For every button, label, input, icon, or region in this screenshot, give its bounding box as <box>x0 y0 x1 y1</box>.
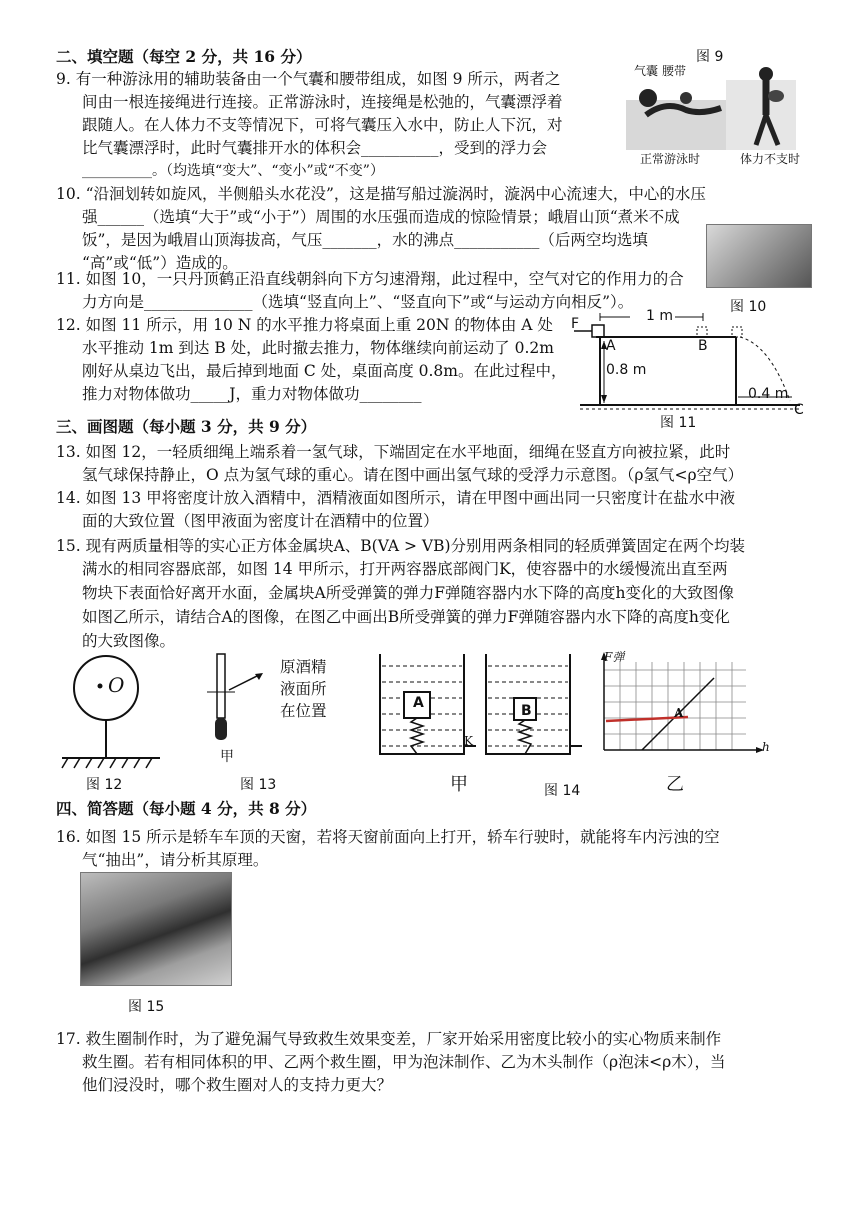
fig14-valve-K: K <box>464 734 473 748</box>
q16-line-2: 气“抽出”，请分析其原理。 <box>82 851 269 869</box>
fig14-graph <box>596 650 772 770</box>
section-2-title: 二、填空题（每空 2 分，共 16 分） <box>56 47 312 66</box>
fig12-caption: 图 12 <box>86 777 123 793</box>
q17-line-1: 17. 救生圈制作时，为了避免漏气导致救生效果变差，厂家开始采用密度比较小的实心物质来制作 <box>56 1030 722 1048</box>
q12-line-3: 刚好从桌边飞出，最后掉到地面 C 处，桌面高度 0.8m。在此过程中， <box>82 362 567 380</box>
q15-line-5: 的大致图像。 <box>82 632 176 650</box>
fig14-label-yi: 乙 <box>666 774 684 795</box>
q16-line-1: 16. 如图 15 所示是轿车车顶的天窗，若将天窗前面向上打开，轿车行驶时，就能将车内污浊的空 <box>56 828 720 846</box>
fig11-label-F: F <box>571 316 580 332</box>
q15-line-4: 如图乙所示，请结合A的图像，在图乙中画出B所受弹簧的弹力F弹随容器内水下降的高度h变化 <box>82 608 730 626</box>
fig14-containers <box>378 650 588 770</box>
fig9-caption-right: 体力不支时 <box>740 152 801 166</box>
q11-line-1: 11. 如图 10，一只丹顶鹤正沿直线朝斜向下方匀速滑翔，此过程中，空气对它的作用力的合 <box>56 270 684 288</box>
q17-line-2: 救生圈。若有相同体积的甲、乙两个救生圈，甲为泡沫制作、乙为木头制作（ρ泡沫<ρ木），当 <box>82 1053 726 1071</box>
fig9-label-belt: 腰带 <box>662 64 687 78</box>
fig11-label-A: A <box>606 338 616 354</box>
fig13-label-jia: 甲 <box>220 749 234 765</box>
q10-line-3: 饭”，是因为峨眉山顶海拔高，气压_______，水的沸点___________（后两空均选填 <box>82 231 648 249</box>
q14-line-1: 14. 如图 13 甲将密度计放入酒精中，酒精液面如图所示，请在甲图中画出同一只密度计在盐水中液 <box>56 489 736 507</box>
fig13-text-3: 在位置 <box>280 702 327 720</box>
fig13-text-2: 液面所 <box>280 680 327 698</box>
fig9-caption-left: 正常游泳时 <box>640 152 701 166</box>
fig10-title: 图 10 <box>730 299 767 315</box>
q15-line-1: 15. 现有两质量相等的实心正方体金属块A、B(VA > VB)分别用两条相同的轻质弹簧固定在两个均装 <box>56 537 746 555</box>
fig13-annotation <box>280 656 327 722</box>
section-3-title: 三、画图题（每小题 3 分，共 9 分） <box>56 417 317 436</box>
fig14-caption: 图 14 <box>544 783 581 799</box>
q9-line-1: 9. 有一种游泳用的辅助装备由一个气囊和腰带组成，如图 9 所示，两者之 <box>56 70 561 88</box>
fig14-block-B: B <box>521 703 532 719</box>
fig11-label-height: 0.8 m <box>606 362 647 378</box>
fig12-label-O: O <box>108 673 125 697</box>
fig10-crane-photo <box>706 224 812 288</box>
q10-line-1: 10. “沿洄划转如旋风，半侧船头水花没”，这是描写船过漩涡时，漩涡中心流速大，中心的水压 <box>56 185 706 203</box>
q10-line-2: 强______（选填“大于”或“小于”）周围的水压强而造成的惊险情景；峨眉山顶“煮米不成 <box>82 208 680 226</box>
q11-line-2: 力方向是______________（选填“竖直向上”、“竖直向下”或“与运动方向相反”）。 <box>82 293 634 311</box>
fig11-title: 图 11 <box>660 415 697 431</box>
q12-line-1: 12. 如图 11 所示，用 10 N 的水平推力将桌面上重 20N 的物体由 A 处 <box>56 316 553 334</box>
fig14-block-A: A <box>413 695 424 711</box>
fig11-label-distance: 0.4 m <box>748 386 789 402</box>
fig15-sunroof-photo <box>80 872 232 986</box>
fig14-axis-h: h <box>762 740 770 754</box>
fig14-label-jia: 甲 <box>450 774 468 795</box>
q17-line-3: 他们浸没时，哪个救生圈对人的支持力更大？ <box>82 1076 393 1094</box>
q9-line-2: 间由一根连接绳进行连接。正常游泳时，连接绳是松弛的，气囊漂浮着 <box>82 93 563 111</box>
fig9-title: 图 9 <box>696 49 724 65</box>
q9-line-5: __________。（均选填“变大”、“变小”或“不变”） <box>82 163 384 179</box>
fig15-caption: 图 15 <box>128 999 165 1015</box>
fig9-label-airbag: 气囊 <box>634 64 659 78</box>
fig11-label-B: B <box>698 338 708 354</box>
q10-line-4: “高”或“低”）造成的。 <box>82 254 238 272</box>
q15-line-2: 满水的相同容器底部，如图 14 甲所示，打开两容器底部阀门K，使容器中的水缓慢流出直至两 <box>82 560 728 578</box>
fig14-graph-label-A: A <box>674 706 684 720</box>
q13-line-1: 13. 如图 12，一轻质细绳上端系着一氢气球，下端固定在水平地面，细绳在竖直方向被拉紧，此时 <box>56 443 731 461</box>
q9-line-4: 比气囊漂浮时，此时气囊排开水的体积会__________，受到的浮力会 <box>82 139 548 157</box>
fig13-diagram <box>205 652 275 752</box>
q15-line-3: 物块下表面恰好离开水面，金属块A所受弹簧的弹力F弹随容器内水下降的高度h变化的大致图像 <box>82 584 734 602</box>
fig13-caption: 图 13 <box>240 777 277 793</box>
q12-line-4: 推力对物体做功_____J，重力对物体做功________ <box>82 385 422 403</box>
fig11-label-1m: 1 m <box>646 308 673 324</box>
q9-line-3: 跟随人。在人体力不支等情况下，可将气囊压入水中，防止人下沉，对 <box>82 116 563 134</box>
fig14-axis-F: F弹 <box>604 650 625 664</box>
fig12-diagram <box>56 650 166 775</box>
fig13-text-1: 原酒精 <box>280 658 327 676</box>
q13-line-2: 氢气球保持静止，O 点为氢气球的重心。请在图中画出氢气球的受浮力示意图。（ρ氢气<ρ空气） <box>82 466 744 484</box>
section-4-title: 四、简答题（每小题 4 分，共 8 分） <box>56 799 317 818</box>
q12-line-2: 水平推动 1m 到达 B 处，此时撤去推力，物体继续向前运动了 0.2m <box>82 339 554 357</box>
fig11-label-C: C <box>794 402 804 418</box>
q14-line-2: 面的大致位置（图甲液面为密度计在酒精中的位置） <box>82 512 439 530</box>
